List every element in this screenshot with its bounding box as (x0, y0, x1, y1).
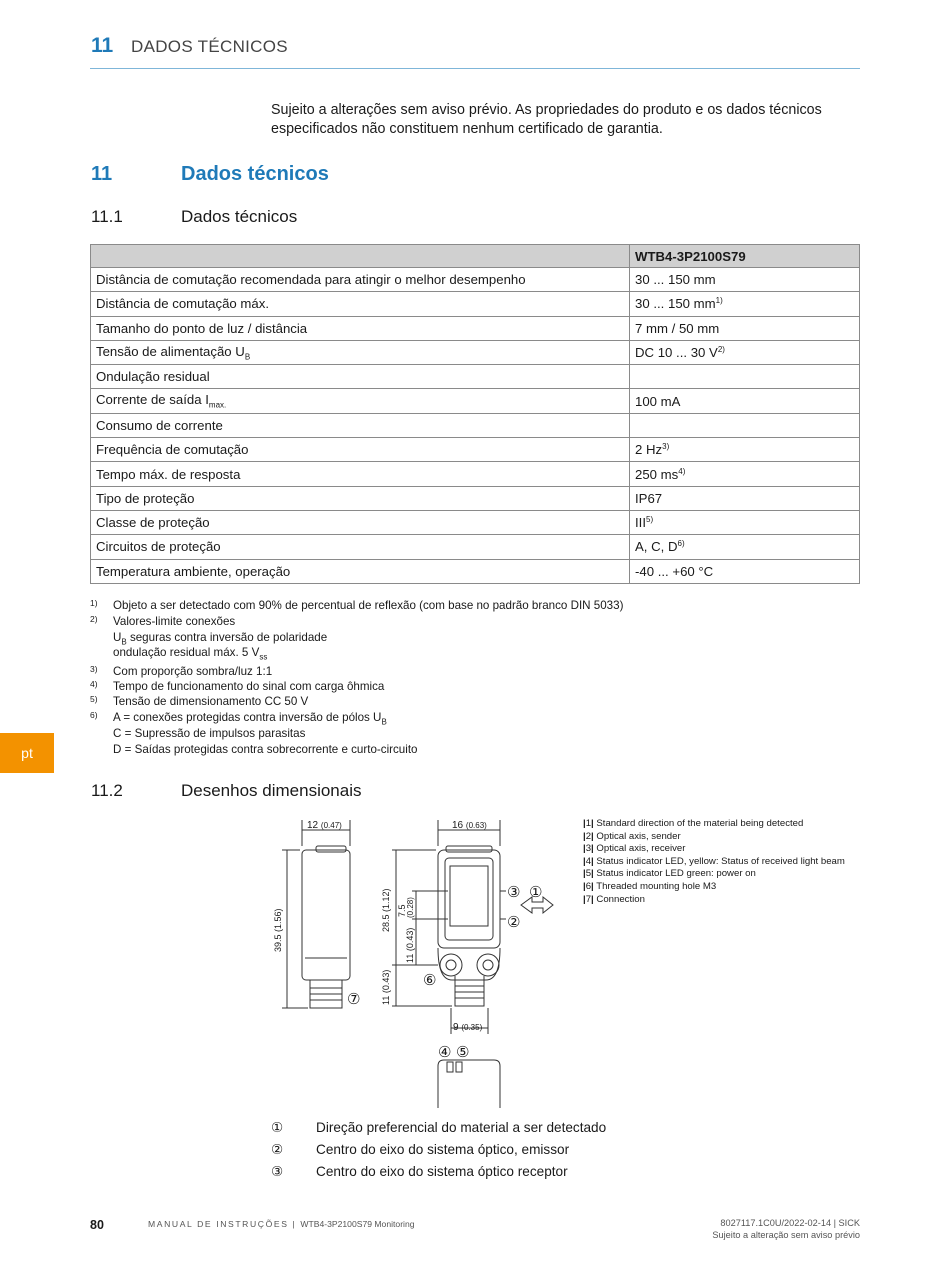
callout-text: Centro do eixo do sistema óptico, emissor (316, 1142, 570, 1157)
legend-item: |6| Threaded mounting hole M3 (583, 880, 717, 892)
document-id: 8027117.1C0U/2022-02-14 | SICK (720, 1218, 860, 1228)
callout-5-marker: ⑤ (456, 1044, 470, 1061)
section-title: Dados técnicos (181, 163, 329, 185)
footnote-marker: 2) (90, 614, 98, 624)
footnote-text: Tensão de dimensionamento CC 50 V (113, 695, 309, 708)
spec-label: Corrente de saída $I_{max.}$ (91, 389, 630, 413)
footnote-text: $U_B$ seguras contra inversão de polaridade (113, 630, 328, 646)
spec-label: Ondulação residual (91, 365, 630, 389)
technical-data-table (90, 244, 860, 584)
spec-label: Circuitos de proteção (91, 535, 630, 559)
spec-value (630, 365, 860, 389)
dim-axis: 28.5 (1.12) (381, 888, 391, 932)
table-row (91, 389, 860, 413)
spec-label: Tensão de alimentação $U_B$ (91, 340, 630, 364)
table-header-row (91, 245, 860, 268)
spec-label: Distância de comutação máx. (91, 292, 630, 316)
footnote-text: ondulação residual máx. 5 $V_{ss}$ (113, 646, 268, 662)
table-row (91, 365, 860, 389)
dim-width-side: 12 (0.47) (307, 820, 342, 831)
callout-3-marker: ③ (507, 884, 521, 901)
legend-item: |3| Optical axis, receiver (583, 843, 686, 855)
table-row (91, 268, 860, 292)
footnote-text: Com proporção sombra/luz 1:1 (113, 665, 273, 678)
front-view (392, 820, 506, 1034)
spec-value: IP67 (630, 486, 860, 510)
legend-item: |2| Optical axis, sender (583, 830, 681, 842)
table-row (91, 535, 860, 559)
spec-value (630, 413, 860, 437)
callout-text: Direção preferencial do material a ser detectado (316, 1120, 607, 1135)
table-header-empty (91, 245, 630, 268)
callout-2-marker: ② (507, 914, 521, 931)
legend-item: |7| Connection (583, 893, 645, 905)
subsection-title: Dados técnicos (181, 207, 298, 226)
document-title: MANUAL DE INSTRUÇÕES | WTB4-3P2100S79 Monitoring (148, 1219, 415, 1229)
legend-item: |4| Status indicator LED, yellow: Status of received light beam (583, 855, 845, 867)
header-divider (90, 68, 860, 69)
spec-label: Tipo de proteção (91, 486, 630, 510)
chapter-title: DADOS TÉCNICOS (131, 37, 288, 56)
table-row (91, 413, 860, 437)
footnote-marker: 5) (90, 694, 98, 704)
spec-value: 250 $ms^{4)}$ (630, 462, 860, 486)
footnote-text: C = Supressão de impulsos parasitas (113, 727, 306, 740)
spec-label: Classe de proteção (91, 510, 630, 534)
subsection-title: Desenhos dimensionais (181, 781, 362, 800)
spec-label: Temperatura ambiente, operação (91, 559, 630, 583)
dim-connector: 11 (0.43) (381, 969, 391, 1005)
dim-height: 39.5 (1.56) (273, 908, 283, 952)
callout-text: Centro do eixo do sistema óptico receptor (316, 1164, 568, 1179)
callout-symbol: ① (271, 1120, 284, 1135)
legend-item: |1| Standard direction of the material being detected (583, 818, 804, 829)
dim-axis-gap-in: (0.28) (406, 897, 415, 918)
dim-width-front: 16 (0.63) (452, 820, 487, 831)
table-row (91, 559, 860, 583)
callout-1-marker: ① (529, 884, 543, 901)
footnote-text: Valores-limite conexões (113, 615, 236, 628)
drawing-legend (583, 818, 845, 906)
top-view (438, 1060, 500, 1108)
table-row (91, 292, 860, 316)
dim-hole: 11 (0.43) (405, 927, 415, 963)
table-row (91, 462, 860, 486)
dim-axis-gap: 7.5 (397, 904, 407, 917)
footnote-marker: 3) (90, 664, 98, 674)
spec-value: 2 Hz$^{3)}$ (630, 438, 860, 462)
footnote-marker: 1) (90, 598, 98, 608)
table-row (91, 316, 860, 340)
footnote-text: Objeto a ser detectado com 90% de percentual de reflexão (com base no padrão branco DIN 5033) (113, 599, 624, 612)
footnote-marker: 6) (90, 710, 98, 720)
page-number: 80 (90, 1218, 104, 1232)
table-row (91, 486, 860, 510)
side-view (282, 820, 350, 1008)
spec-label: Frequência de comutação (91, 438, 630, 462)
spec-value: 100 mA (630, 389, 860, 413)
section-number: 11 (91, 163, 113, 185)
table-row (91, 438, 860, 462)
callout-symbol: ② (271, 1142, 284, 1157)
legend-item: |5| Status indicator LED green: power on (583, 868, 756, 880)
spec-value: 30 ... 150 mm (630, 268, 860, 292)
spec-value: -40 ... +60 °C (630, 559, 860, 583)
spec-value: A, C, $D^{6)}$ (630, 535, 860, 559)
spec-value: 7 mm / 50 mm (630, 316, 860, 340)
dimensional-drawing (262, 810, 572, 1115)
spec-value: III$^{5)}$ (630, 510, 860, 534)
chapter-number: 11 (91, 34, 114, 57)
document-note: Sujeito a alteração sem aviso prévio (712, 1229, 860, 1240)
spec-value: 30 ... 150 $mm^{1)}$ (630, 292, 860, 316)
spec-value: DC 10 ... 30 $V^{2)}$ (630, 340, 860, 364)
callout-4-marker: ④ (438, 1044, 452, 1061)
subsection-number: 11.1 (91, 207, 123, 226)
document-info (712, 1218, 860, 1241)
table-header-product: WTB4-3P2100S79 (630, 245, 860, 268)
callout-symbol: ③ (271, 1164, 284, 1179)
disclaimer-text: Sujeito a alterações sem aviso prévio. As propriedades do produto e os dados técnicos especificados não constituem nenhum certificado de garantia. (271, 102, 822, 137)
spec-label: Consumo de corrente (91, 413, 630, 437)
footnote-text: D = Saídas protegidas contra sobrecorrente e curto-circuito (113, 742, 418, 756)
callout-7-marker: ⑦ (347, 991, 361, 1008)
callout-6-marker: ⑥ (423, 972, 437, 989)
table-row (91, 510, 860, 534)
footnote-text: A = conexões protegidas contra inversão de pólos $U_B$ (113, 711, 387, 727)
language-tab[interactable]: pt (0, 733, 54, 773)
table-row (91, 340, 860, 364)
dim-bottom: 9 (0.35) (453, 1022, 483, 1033)
footnote-text: Tempo de funcionamento do sinal com carga ôhmica (113, 680, 385, 693)
spec-label: Tempo máx. de resposta (91, 462, 630, 486)
spec-label: Distância de comutação recomendada para atingir o melhor desempenho (91, 268, 630, 292)
footnote-marker: 4) (90, 679, 98, 689)
spec-label: Tamanho do ponto de luz / distância (91, 316, 630, 340)
subsection-number: 11.2 (91, 781, 123, 800)
